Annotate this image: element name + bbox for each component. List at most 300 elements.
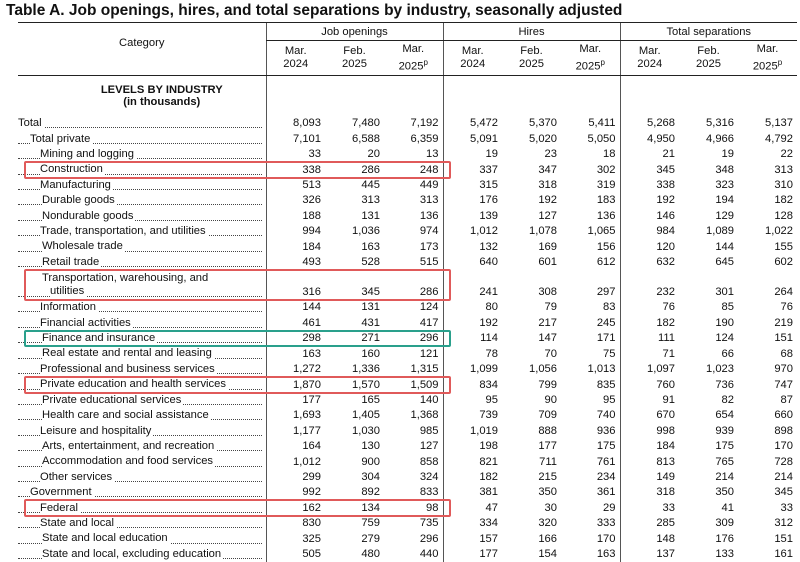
row-label-cell: [18, 270, 266, 300]
value-cell: 1,036: [352, 225, 380, 238]
value-cell: 440: [419, 547, 439, 560]
value-cell: 361: [596, 486, 616, 499]
period-month: Mar.: [756, 42, 779, 55]
value-cell: 169: [538, 240, 557, 253]
row-label: Arts, entertainment, and recreation: [42, 439, 215, 452]
table-row: [18, 516, 797, 531]
row-label: Total: [18, 117, 42, 130]
value-cell: 992: [266, 485, 325, 500]
value-cell: 66: [721, 347, 734, 360]
value-cell: 513: [266, 178, 325, 193]
value-cell: 161: [774, 547, 793, 560]
table-row: [18, 147, 797, 162]
period-header: [266, 41, 325, 76]
row-label-cell: [18, 516, 266, 531]
period-year: 2024: [460, 58, 486, 70]
value-cell: 245: [596, 316, 616, 329]
value-cell: 296: [419, 532, 439, 545]
value-cell: 5,050: [587, 132, 616, 145]
value-cell: 124: [715, 332, 734, 345]
value-cell: 6,359: [410, 132, 439, 145]
value-cell: 76: [780, 301, 793, 314]
period-month: Mar.: [579, 42, 602, 55]
value-cell: 279: [361, 532, 380, 545]
value-cell: 144: [715, 240, 734, 253]
value-cell: 325: [266, 531, 325, 546]
table-row: [18, 270, 797, 300]
value-cell: 71: [620, 346, 679, 361]
value-cell: 286: [419, 286, 439, 299]
value-cell: 345: [774, 486, 793, 499]
value-cell: 33: [620, 500, 679, 515]
row-label-cell: [18, 439, 266, 454]
levels-label-line1: LEVELS BY INDUSTRY: [100, 84, 223, 96]
group-header-hires: Hires: [443, 23, 620, 41]
value-cell: 7,192: [410, 117, 439, 130]
value-cell: 41: [721, 501, 734, 514]
value-cell: 75: [603, 347, 616, 360]
value-cell: 5,020: [529, 132, 557, 145]
row-label: Nondurable goods: [42, 209, 134, 222]
category-header: Category: [18, 23, 266, 76]
table-row: [18, 178, 797, 193]
row-label-cell: [18, 346, 266, 361]
value-cell: 80: [443, 300, 502, 315]
value-cell: 171: [596, 332, 616, 345]
value-cell: 137: [620, 547, 679, 562]
table-row: [18, 162, 797, 177]
value-cell: 192: [443, 315, 502, 330]
value-cell: 318: [538, 179, 557, 192]
value-cell: 334: [443, 516, 502, 531]
value-cell: 998: [620, 423, 679, 438]
row-label: State and local, excluding education: [42, 547, 222, 560]
table-row: [18, 224, 797, 239]
row-label-cell: [18, 423, 266, 438]
value-cell: 156: [596, 240, 616, 253]
value-cell: 140: [419, 393, 439, 406]
value-cell: 165: [361, 393, 380, 406]
row-label-line2: utilities: [50, 285, 85, 298]
value-cell: 87: [780, 393, 793, 406]
row-label-cell: [18, 239, 266, 254]
value-cell: 155: [774, 240, 793, 253]
value-cell: 936: [596, 424, 616, 437]
row-label: Retail trade: [42, 255, 100, 268]
row-label-cell: [18, 162, 266, 177]
value-cell: 82: [721, 393, 734, 406]
value-cell: 33: [780, 501, 793, 514]
period-year: 2025: [696, 58, 721, 70]
value-cell: 728: [774, 455, 793, 468]
value-cell: 198: [443, 439, 502, 454]
value-cell: 298: [266, 331, 325, 346]
value-cell: 834: [443, 377, 502, 392]
value-cell: 1,693: [266, 408, 325, 423]
period-year: 2025: [575, 60, 601, 73]
table-title: Table A. Job openings, hires, and total separations by industry, seasonally adjusted: [6, 2, 623, 19]
value-cell: 121: [419, 347, 439, 360]
value-cell: 760: [620, 377, 679, 392]
value-cell: 319: [596, 179, 616, 192]
value-cell: 765: [715, 455, 734, 468]
value-cell: 136: [419, 209, 439, 222]
table-row: [18, 500, 797, 515]
value-cell: 601: [538, 256, 557, 269]
value-cell: 241: [443, 270, 502, 300]
row-label-cell: [18, 255, 266, 270]
value-cell: 136: [596, 209, 616, 222]
table-row: [18, 423, 797, 438]
row-label: Professional and business services: [40, 362, 215, 375]
value-cell: 163: [266, 346, 325, 361]
value-cell: 1,315: [410, 363, 439, 376]
value-cell: 313: [361, 194, 380, 207]
value-cell: 146: [620, 208, 679, 223]
value-cell: 160: [361, 347, 380, 360]
value-cell: 149: [620, 470, 679, 485]
value-cell: 192: [620, 193, 679, 208]
levels-label-line2: (in thousands): [123, 96, 201, 108]
period-header: [738, 41, 797, 76]
value-cell: 129: [715, 209, 734, 222]
value-cell: 5,411: [588, 117, 616, 130]
value-cell: 480: [361, 547, 380, 560]
value-cell: 821: [443, 454, 502, 469]
value-cell: 939: [715, 424, 734, 437]
value-cell: 449: [419, 179, 439, 192]
period-year: 2025: [752, 60, 778, 73]
value-cell: 5,316: [706, 117, 734, 130]
value-cell: 285: [620, 516, 679, 531]
table-row: [18, 362, 797, 377]
row-label: Federal: [40, 501, 78, 514]
value-cell: 217: [538, 316, 557, 329]
value-cell: 1,023: [706, 363, 734, 376]
value-cell: 1,097: [620, 362, 679, 377]
row-label-cell: [18, 377, 266, 392]
value-cell: 1,019: [443, 423, 502, 438]
value-cell: 640: [443, 255, 502, 270]
value-cell: 5,370: [529, 117, 557, 130]
value-cell: 177: [266, 393, 325, 408]
row-label-cell: [18, 547, 266, 562]
value-cell: 830: [266, 516, 325, 531]
value-cell: 134: [361, 501, 380, 514]
value-cell: 315: [443, 178, 502, 193]
value-cell: 833: [419, 486, 439, 499]
value-cell: 68: [780, 347, 793, 360]
value-cell: 1,405: [352, 409, 380, 422]
value-cell: 19: [443, 147, 502, 162]
period-month: Mar.: [284, 45, 307, 57]
value-cell: 30: [544, 501, 557, 514]
value-cell: 176: [715, 532, 734, 545]
value-cell: 184: [266, 239, 325, 254]
value-cell: 219: [774, 316, 793, 329]
value-cell: 324: [419, 470, 439, 483]
value-cell: 1,056: [529, 363, 557, 376]
row-label-cell: [18, 300, 266, 315]
value-cell: 130: [361, 440, 380, 453]
row-label-cell: [18, 531, 266, 546]
row-label: Other services: [40, 470, 113, 483]
row-label-cell: [18, 408, 266, 423]
row-label: Finance and insurance: [42, 332, 156, 345]
value-cell: 214: [774, 470, 793, 483]
row-label-cell: [18, 362, 266, 377]
row-label: Mining and logging: [40, 148, 134, 161]
value-cell: 309: [715, 517, 734, 530]
period-month: Mar.: [402, 42, 425, 55]
value-cell: 98: [426, 501, 439, 514]
value-cell: 176: [443, 193, 502, 208]
table-row: [18, 485, 797, 500]
value-cell: 271: [361, 332, 380, 345]
row-label: State and local: [40, 516, 115, 529]
table-row: [18, 255, 797, 270]
table-row: [18, 193, 797, 208]
value-cell: 4,792: [765, 132, 793, 145]
value-cell: 248: [419, 163, 439, 176]
table-row: [18, 470, 797, 485]
value-cell: 183: [596, 194, 616, 207]
value-cell: 632: [620, 255, 679, 270]
value-cell: 147: [538, 332, 557, 345]
value-cell: 70: [544, 347, 557, 360]
table-row: [18, 315, 797, 330]
value-cell: 83: [603, 301, 616, 314]
period-header: [620, 41, 679, 76]
value-cell: 184: [620, 439, 679, 454]
value-cell: 194: [715, 194, 734, 207]
jolts-table: [18, 22, 797, 562]
value-cell: 177: [443, 547, 502, 562]
value-cell: 602: [774, 256, 793, 269]
table-row: [18, 331, 797, 346]
value-cell: 190: [715, 316, 734, 329]
value-cell: 166: [538, 532, 557, 545]
value-cell: 735: [419, 517, 439, 530]
row-label: Government: [30, 486, 92, 499]
period-year: 2024: [637, 58, 663, 70]
value-cell: 338: [266, 162, 325, 177]
value-cell: 151: [774, 532, 793, 545]
value-cell: 835: [596, 378, 616, 391]
period-year: 2025: [398, 60, 424, 73]
value-cell: 505: [266, 547, 325, 562]
row-label: Durable goods: [42, 194, 115, 207]
value-cell: 114: [443, 331, 502, 346]
value-cell: 1,336: [352, 363, 380, 376]
value-cell: 173: [419, 240, 439, 253]
value-cell: 670: [620, 408, 679, 423]
value-cell: 85: [721, 301, 734, 314]
value-cell: 4,950: [620, 131, 679, 146]
value-cell: 182: [620, 315, 679, 330]
group-header-total-separations: Total separations: [620, 23, 797, 41]
value-cell: 984: [620, 224, 679, 239]
value-cell: 813: [620, 454, 679, 469]
value-cell: 350: [715, 486, 734, 499]
row-label-line1: Transportation, warehousing, and: [42, 272, 209, 285]
value-cell: 20: [367, 148, 380, 161]
table-row: [18, 547, 797, 562]
value-cell: 13: [426, 148, 439, 161]
table-row: [18, 531, 797, 546]
value-cell: 898: [774, 424, 793, 437]
value-cell: 1,022: [765, 225, 793, 238]
value-cell: 515: [419, 256, 439, 269]
value-cell: 612: [596, 256, 616, 269]
value-cell: 1,099: [443, 362, 502, 377]
value-cell: 215: [538, 470, 557, 483]
levels-section-row: [18, 76, 797, 117]
value-cell: 445: [361, 179, 380, 192]
table-row: [18, 439, 797, 454]
row-label: Financial activities: [40, 316, 131, 329]
value-cell: 301: [715, 286, 734, 299]
value-cell: 326: [266, 193, 325, 208]
value-cell: 177: [538, 440, 557, 453]
value-cell: 124: [419, 301, 439, 314]
period-month: Feb.: [343, 45, 366, 57]
value-cell: 264: [774, 286, 793, 299]
value-cell: 175: [596, 440, 616, 453]
value-cell: 18: [603, 148, 616, 161]
value-cell: 163: [596, 547, 616, 560]
value-cell: 22: [780, 148, 793, 161]
value-cell: 232: [620, 270, 679, 300]
value-cell: 888: [538, 424, 557, 437]
row-label-cell: [18, 485, 266, 500]
value-cell: 302: [596, 163, 616, 176]
value-cell: 5,472: [443, 116, 502, 131]
value-cell: 739: [443, 408, 502, 423]
value-cell: 316: [266, 270, 325, 300]
table-row: [18, 116, 797, 131]
value-cell: 296: [419, 332, 439, 345]
value-cell: 299: [266, 470, 325, 485]
row-label-cell: [18, 224, 266, 239]
table-header: [18, 23, 797, 76]
value-cell: 132: [443, 239, 502, 254]
value-cell: 131: [361, 301, 380, 314]
period-year: 2025: [342, 58, 367, 70]
period-header: [325, 41, 384, 76]
value-cell: 163: [361, 240, 380, 253]
preliminary-marker: p: [777, 57, 783, 67]
value-cell: 6,588: [352, 132, 380, 145]
value-cell: 91: [620, 393, 679, 408]
value-cell: 90: [544, 393, 557, 406]
period-year: 2025: [519, 58, 544, 70]
period-year: 2024: [283, 58, 309, 70]
value-cell: 320: [538, 517, 557, 530]
value-cell: 29: [603, 501, 616, 514]
value-cell: 286: [361, 163, 380, 176]
value-cell: 313: [774, 163, 793, 176]
value-cell: 308: [538, 286, 557, 299]
value-cell: 8,093: [266, 116, 325, 131]
value-cell: 417: [419, 316, 439, 329]
value-cell: 133: [715, 547, 734, 560]
value-cell: 645: [715, 256, 734, 269]
value-cell: 1,870: [266, 377, 325, 392]
value-cell: 127: [538, 209, 557, 222]
value-cell: 5,268: [620, 116, 679, 131]
value-cell: 799: [538, 378, 557, 391]
value-cell: 192: [538, 194, 557, 207]
value-cell: 323: [715, 179, 734, 192]
value-cell: 350: [538, 486, 557, 499]
value-cell: 148: [620, 531, 679, 546]
value-cell: 1,509: [410, 378, 439, 391]
row-label-cell: [18, 454, 266, 469]
value-cell: 297: [596, 286, 616, 299]
value-cell: 654: [715, 409, 734, 422]
value-cell: 19: [721, 148, 734, 161]
value-cell: 1,065: [587, 225, 616, 238]
row-label: Information: [40, 301, 96, 314]
value-cell: 759: [361, 517, 380, 530]
value-cell: 47: [443, 500, 502, 515]
levels-label: [18, 76, 266, 117]
table-row: [18, 393, 797, 408]
value-cell: 23: [544, 148, 557, 161]
value-cell: 162: [266, 500, 325, 515]
table-row: [18, 131, 797, 146]
value-cell: 79: [544, 301, 557, 314]
value-cell: 154: [538, 547, 557, 560]
row-label-cell: [18, 331, 266, 346]
row-label-cell: [18, 500, 266, 515]
value-cell: 33: [266, 147, 325, 162]
value-cell: 740: [596, 409, 616, 422]
value-cell: 234: [596, 470, 616, 483]
value-cell: 736: [715, 378, 734, 391]
row-label-cell: [18, 470, 266, 485]
row-label-cell: [18, 178, 266, 193]
value-cell: 182: [443, 470, 502, 485]
value-cell: 900: [361, 455, 380, 468]
row-label-cell: [18, 193, 266, 208]
value-cell: 1,030: [352, 424, 380, 437]
value-cell: 188: [266, 208, 325, 223]
value-cell: 338: [620, 178, 679, 193]
period-header: [561, 41, 620, 76]
value-cell: 144: [266, 300, 325, 315]
row-label: Private education and health services: [40, 378, 226, 391]
period-month: Mar.: [461, 45, 484, 57]
period-header: [679, 41, 738, 76]
preliminary-marker: p: [423, 57, 428, 67]
value-cell: 139: [443, 208, 502, 223]
row-label-cell: [18, 208, 266, 223]
row-label: Health care and social assistance: [42, 409, 209, 422]
value-cell: 214: [715, 470, 734, 483]
value-cell: 1,078: [529, 225, 557, 238]
value-cell: 528: [361, 256, 380, 269]
value-cell: 892: [361, 486, 380, 499]
value-cell: 1,089: [706, 225, 734, 238]
value-cell: 7,101: [266, 131, 325, 146]
value-cell: 345: [361, 286, 380, 299]
value-cell: 461: [266, 315, 325, 330]
value-cell: 304: [361, 470, 380, 483]
value-cell: 310: [774, 179, 793, 192]
value-cell: 182: [774, 194, 793, 207]
